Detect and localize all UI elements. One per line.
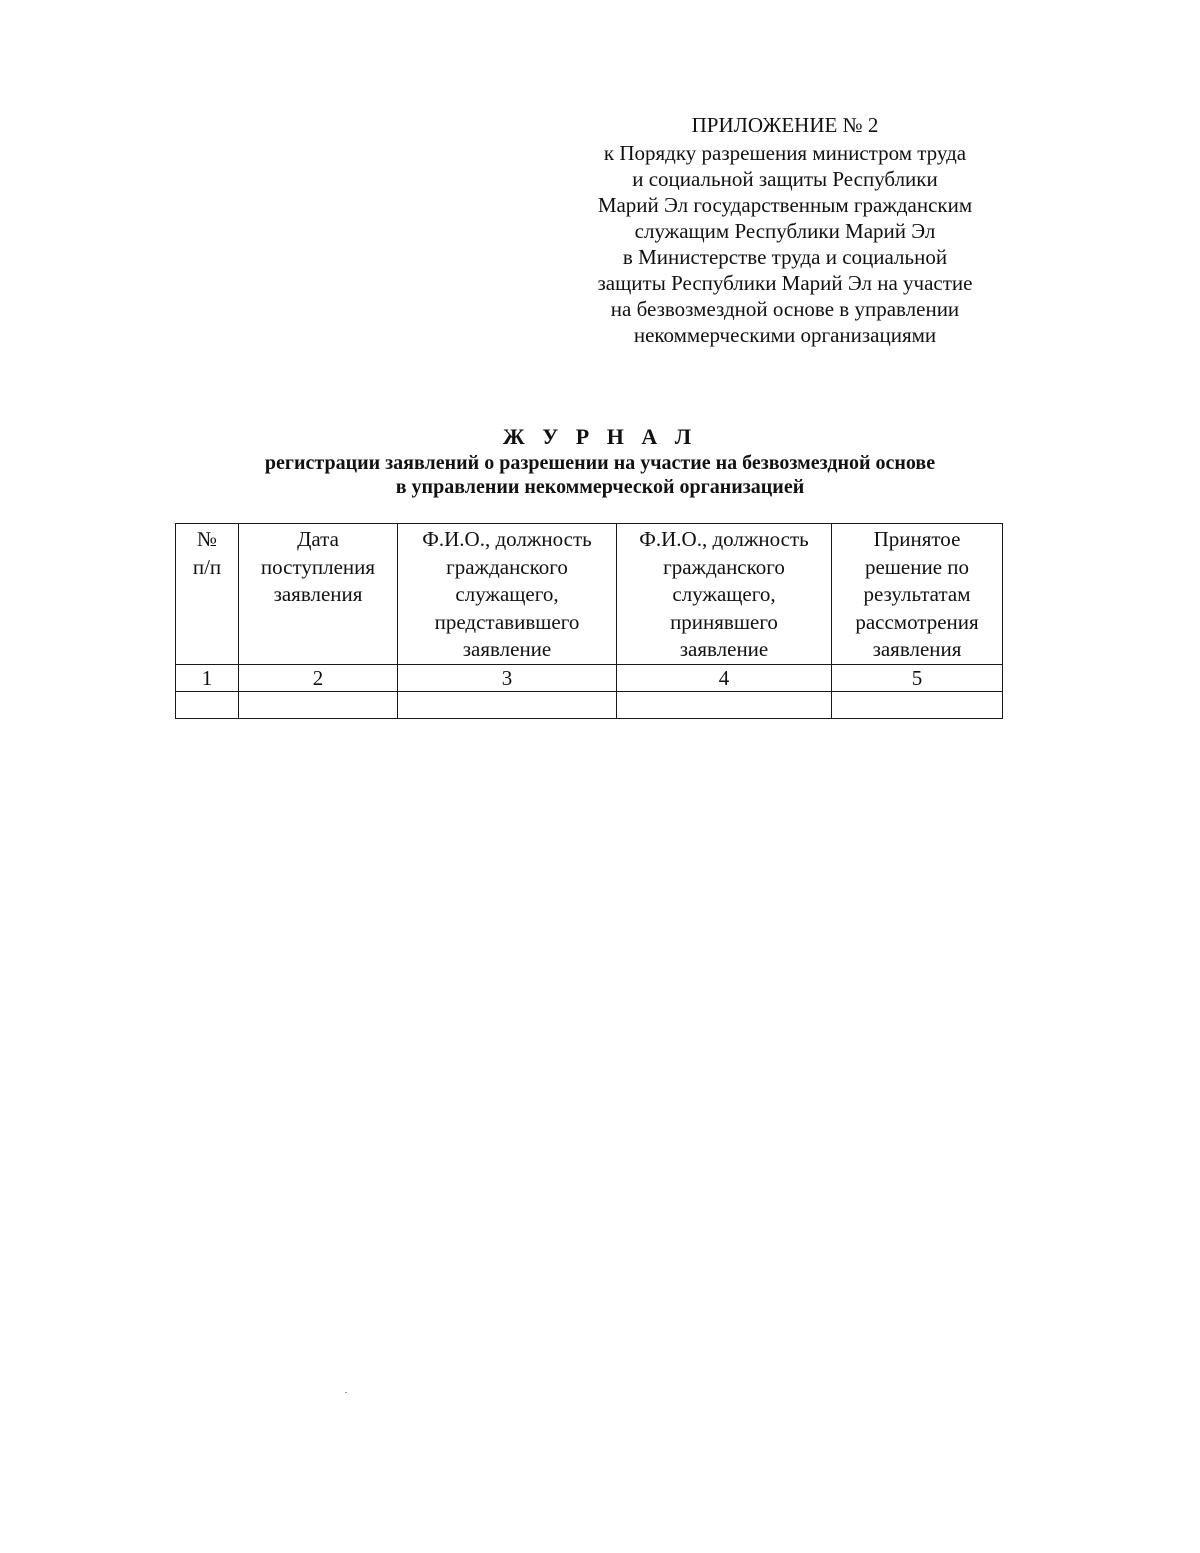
document-title-block <box>150 423 1050 499</box>
column-number-cell: 4 <box>617 664 832 691</box>
column-header-receiver <box>617 524 832 665</box>
header-line: заявления <box>273 582 363 606</box>
header-line: Ф.И.О., должность <box>639 527 809 551</box>
document-title: Ж У Р Н А Л <box>502 424 698 449</box>
document-subtitle-line: в управлении некоммерческой организацией <box>395 476 805 498</box>
appendix-line: и социальной защиты Республики <box>632 167 938 191</box>
column-number-cell: 3 <box>398 664 617 691</box>
header-line: п/п <box>192 554 222 579</box>
appendix-heading: ПРИЛОЖЕНИЕ № 2 <box>691 113 879 137</box>
column-number-cell: 2 <box>239 664 398 691</box>
header-line: представившего <box>434 609 580 634</box>
table-cell <box>617 691 832 718</box>
header-line: решение по <box>864 554 970 579</box>
appendix-line: защиты Республики Марий Эл на участие <box>597 271 973 295</box>
header-line: служащего, <box>672 582 776 606</box>
document-subtitle-line: регистрации заявлений о разрешении на участие на безвозмездной основе <box>264 452 936 474</box>
column-header-number <box>176 524 239 665</box>
header-line: Дата <box>297 527 339 551</box>
appendix-line: Марий Эл государственным гражданским <box>597 193 973 217</box>
header-line: поступления <box>260 554 376 579</box>
column-header-date <box>239 524 398 665</box>
appendix-block <box>560 112 1010 348</box>
column-header-decision <box>832 524 1003 665</box>
header-line: гражданского <box>663 554 785 579</box>
scan-speck <box>345 1392 347 1393</box>
header-line: принявшего <box>670 609 778 634</box>
header-line: Принятое <box>873 527 961 551</box>
header-line: Ф.И.О., должность <box>422 527 592 551</box>
table-cell <box>398 691 617 718</box>
appendix-line: в Министерстве труда и социальной <box>622 245 948 269</box>
header-line: служащего, <box>455 582 559 606</box>
header-line: рассмотрения <box>855 609 979 634</box>
appendix-line: на безвозмездной основе в управлении <box>610 297 960 321</box>
table-cell <box>832 691 1003 718</box>
header-line: заявление <box>679 637 769 661</box>
journal-table <box>175 523 1003 719</box>
column-number-cell: 5 <box>832 664 1003 691</box>
appendix-line: некоммерческими организациями <box>633 323 937 347</box>
table-row <box>176 691 1003 718</box>
header-line: заявление <box>462 637 552 661</box>
column-header-submitter <box>398 524 617 665</box>
appendix-line: к Порядку разрешения министром труда <box>603 141 967 165</box>
header-line: № <box>196 527 218 551</box>
table-cell <box>176 691 239 718</box>
column-number-cell: 1 <box>176 664 239 691</box>
header-line: заявления <box>872 637 962 661</box>
table-cell <box>239 691 398 718</box>
appendix-line: служащим Республики Марий Эл <box>634 219 936 243</box>
table-number-row <box>176 664 1003 691</box>
header-line: гражданского <box>446 554 568 579</box>
header-line: результатам <box>863 582 971 606</box>
table-header-row <box>176 524 1003 665</box>
